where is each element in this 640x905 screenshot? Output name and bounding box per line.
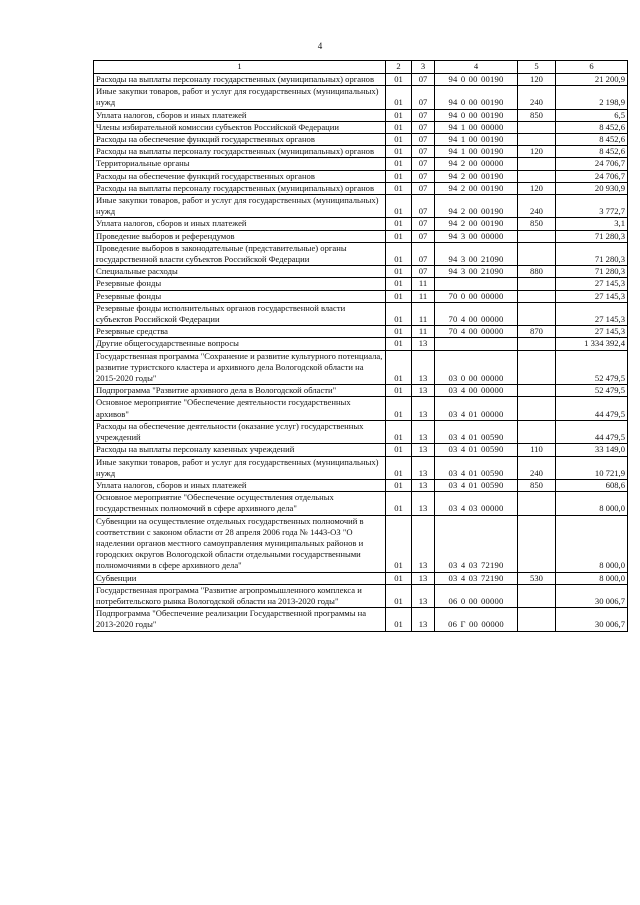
row-name-cell: Государственная программа "Развитие агропромышленного комплекса и потребительского рынка Вологодской области на 2013-2020 годы" — [94, 584, 386, 607]
row-expense-type-cell: 530 — [518, 572, 556, 584]
row-section-cell: 01 — [386, 146, 412, 158]
row-amount-cell: 27 145,3 — [556, 290, 628, 302]
row-subsection-cell: 07 — [412, 86, 435, 109]
table-row — [94, 230, 628, 242]
row-amount-cell: 33 149,0 — [556, 444, 628, 456]
row-subsection-cell: 07 — [412, 109, 435, 121]
row-name-cell: Проведение выборов в законодательные (представительные) органы государственной власти субъектов Российской Федерации — [94, 242, 386, 265]
row-subsection-cell: 13 — [412, 572, 435, 584]
table-row — [94, 74, 628, 86]
row-amount-cell: 30 006,7 — [556, 584, 628, 607]
row-expense-type-cell — [518, 121, 556, 133]
table-row — [94, 158, 628, 170]
table-row — [94, 444, 628, 456]
row-expense-type-cell: 240 — [518, 456, 556, 479]
row-expense-type-cell: 850 — [518, 109, 556, 121]
row-subsection-cell: 07 — [412, 170, 435, 182]
row-section-cell: 01 — [386, 278, 412, 290]
row-target-article-cell: 94 2 00 00190 — [435, 182, 518, 194]
row-name-cell: Расходы на выплаты персоналу казенных учреждений — [94, 444, 386, 456]
table-row — [94, 456, 628, 479]
row-amount-cell: 27 145,3 — [556, 302, 628, 325]
table-row — [94, 290, 628, 302]
row-target-article-cell: 94 3 00 00000 — [435, 230, 518, 242]
row-name-cell: Расходы на обеспечение функций государственных органов — [94, 170, 386, 182]
row-expense-type-cell — [518, 515, 556, 572]
row-name-cell: Уплата налогов, сборов и иных платежей — [94, 218, 386, 230]
row-amount-cell: 30 006,7 — [556, 608, 628, 631]
row-name-cell: Резервные фонды исполнительных органов государственной власти субъектов Российской Федерации — [94, 302, 386, 325]
table-row — [94, 479, 628, 491]
row-name-cell: Расходы на выплаты персоналу государственных (муниципальных) органов — [94, 146, 386, 158]
row-subsection-cell: 11 — [412, 326, 435, 338]
row-name-cell: Иные закупки товаров, работ и услуг для государственных (муниципальных) нужд — [94, 86, 386, 109]
row-expense-type-cell: 880 — [518, 266, 556, 278]
budget-table — [93, 60, 628, 632]
table-row — [94, 572, 628, 584]
row-expense-type-cell — [518, 170, 556, 182]
row-target-article-cell: 94 2 00 00190 — [435, 195, 518, 218]
row-expense-type-cell: 850 — [518, 479, 556, 491]
row-name-cell: Субвенции — [94, 572, 386, 584]
row-section-cell: 01 — [386, 326, 412, 338]
row-name-cell: Субвенции на осуществление отдельных государственных полномочий в соответствии с законом области от 28 апреля 2006 года № 1443-ОЗ "О наделении органов местного самоуправления муниципальных районов и городских округов Вологодской области отдельными государственными полномочиями в сфере архивного дела" — [94, 515, 386, 572]
row-amount-cell: 8 000,0 — [556, 492, 628, 515]
row-name-cell: Проведение выборов и референдумов — [94, 230, 386, 242]
row-section-cell: 01 — [386, 74, 412, 86]
row-section-cell: 01 — [386, 350, 412, 385]
row-subsection-cell: 13 — [412, 397, 435, 420]
table-row — [94, 86, 628, 109]
row-section-cell: 01 — [386, 420, 412, 443]
table-row — [94, 326, 628, 338]
row-expense-type-cell — [518, 338, 556, 350]
row-section-cell: 01 — [386, 302, 412, 325]
row-amount-cell: 71 280,3 — [556, 266, 628, 278]
row-amount-cell: 21 200,9 — [556, 74, 628, 86]
row-expense-type-cell: 120 — [518, 74, 556, 86]
row-subsection-cell: 13 — [412, 479, 435, 491]
row-amount-cell: 8 452,6 — [556, 134, 628, 146]
row-name-cell: Уплата налогов, сборов и иных платежей — [94, 109, 386, 121]
row-expense-type-cell: 240 — [518, 86, 556, 109]
row-target-article-cell: 94 3 00 21090 — [435, 266, 518, 278]
row-amount-cell: 1 334 392,4 — [556, 338, 628, 350]
row-name-cell: Основное мероприятие "Обеспечение деятельности государственных архивов" — [94, 397, 386, 420]
table-row — [94, 146, 628, 158]
table-row — [94, 266, 628, 278]
row-name-cell: Члены избирательной комиссии субъектов Российской Федерации — [94, 121, 386, 133]
row-target-article-cell: 94 0 00 00190 — [435, 109, 518, 121]
row-expense-type-cell: 240 — [518, 195, 556, 218]
row-section-cell: 01 — [386, 492, 412, 515]
row-subsection-cell: 11 — [412, 278, 435, 290]
row-target-article-cell: 03 4 01 00590 — [435, 456, 518, 479]
row-target-article-cell: 70 4 00 00000 — [435, 302, 518, 325]
row-section-cell: 01 — [386, 195, 412, 218]
table-row — [94, 584, 628, 607]
header-row — [94, 61, 628, 74]
row-section-cell: 01 — [386, 230, 412, 242]
row-amount-cell: 52 479,5 — [556, 385, 628, 397]
row-target-article-cell: 94 3 00 21090 — [435, 242, 518, 265]
row-target-article-cell: 94 1 00 00190 — [435, 134, 518, 146]
row-expense-type-cell — [518, 584, 556, 607]
row-subsection-cell: 13 — [412, 338, 435, 350]
row-expense-type-cell — [518, 230, 556, 242]
row-subsection-cell: 07 — [412, 242, 435, 265]
row-amount-cell: 3,1 — [556, 218, 628, 230]
row-name-cell: Резервные средства — [94, 326, 386, 338]
row-subsection-cell: 13 — [412, 456, 435, 479]
row-amount-cell: 27 145,3 — [556, 326, 628, 338]
row-target-article-cell: 94 0 00 00190 — [435, 74, 518, 86]
row-amount-cell: 608,6 — [556, 479, 628, 491]
row-amount-cell: 52 479,5 — [556, 350, 628, 385]
row-subsection-cell: 07 — [412, 182, 435, 194]
table-row — [94, 182, 628, 194]
row-name-cell: Территориальные органы — [94, 158, 386, 170]
header-cell: 1 — [94, 61, 386, 74]
row-name-cell: Подпрограмма "Развитие архивного дела в Вологодской области" — [94, 385, 386, 397]
row-amount-cell: 10 721,9 — [556, 456, 628, 479]
row-expense-type-cell — [518, 242, 556, 265]
row-section-cell: 01 — [386, 121, 412, 133]
table-row — [94, 420, 628, 443]
row-amount-cell: 44 479,5 — [556, 397, 628, 420]
row-subsection-cell: 07 — [412, 121, 435, 133]
row-expense-type-cell — [518, 290, 556, 302]
row-target-article-cell: 03 4 01 00590 — [435, 479, 518, 491]
row-subsection-cell: 07 — [412, 146, 435, 158]
row-subsection-cell: 13 — [412, 385, 435, 397]
row-target-article-cell: 06 Г 00 00000 — [435, 608, 518, 631]
row-section-cell: 01 — [386, 218, 412, 230]
row-amount-cell: 8 000,0 — [556, 515, 628, 572]
row-name-cell: Основное мероприятие "Обеспечение осуществления отдельных государственных полномочий в сфере архивного дела" — [94, 492, 386, 515]
row-target-article-cell: 03 4 01 00000 — [435, 397, 518, 420]
table-row — [94, 515, 628, 572]
row-name-cell: Расходы на выплаты персоналу государственных (муниципальных) органов — [94, 182, 386, 194]
row-name-cell: Резервные фонды — [94, 290, 386, 302]
row-expense-type-cell: 120 — [518, 146, 556, 158]
row-amount-cell: 8 000,0 — [556, 572, 628, 584]
row-name-cell: Резервные фонды — [94, 278, 386, 290]
row-section-cell: 01 — [386, 182, 412, 194]
row-amount-cell: 27 145,3 — [556, 278, 628, 290]
row-name-cell: Расходы на обеспечение деятельности (оказание услуг) государственных учреждений — [94, 420, 386, 443]
table-row — [94, 385, 628, 397]
row-amount-cell: 6,5 — [556, 109, 628, 121]
row-section-cell: 01 — [386, 338, 412, 350]
row-subsection-cell: 11 — [412, 302, 435, 325]
row-name-cell: Иные закупки товаров, работ и услуг для государственных (муниципальных) нужд — [94, 195, 386, 218]
table-row — [94, 134, 628, 146]
row-section-cell: 01 — [386, 158, 412, 170]
row-amount-cell: 24 706,7 — [556, 170, 628, 182]
row-section-cell: 01 — [386, 242, 412, 265]
table-row — [94, 608, 628, 631]
row-subsection-cell: 13 — [412, 420, 435, 443]
table-row — [94, 397, 628, 420]
table-row — [94, 121, 628, 133]
row-section-cell: 01 — [386, 444, 412, 456]
row-target-article-cell: 94 1 00 00190 — [435, 146, 518, 158]
row-expense-type-cell: 850 — [518, 218, 556, 230]
row-name-cell: Расходы на выплаты персоналу государственных (муниципальных) органов — [94, 74, 386, 86]
table-row — [94, 278, 628, 290]
row-target-article-cell: 06 0 00 00000 — [435, 584, 518, 607]
row-target-article-cell: 94 1 00 00000 — [435, 121, 518, 133]
row-subsection-cell: 13 — [412, 444, 435, 456]
row-section-cell: 01 — [386, 479, 412, 491]
table-row — [94, 242, 628, 265]
row-section-cell: 01 — [386, 290, 412, 302]
row-expense-type-cell — [518, 278, 556, 290]
row-section-cell: 01 — [386, 266, 412, 278]
row-section-cell: 01 — [386, 109, 412, 121]
row-name-cell: Специальные расходы — [94, 266, 386, 278]
row-target-article-cell — [435, 338, 518, 350]
row-subsection-cell: 07 — [412, 158, 435, 170]
row-expense-type-cell — [518, 608, 556, 631]
table-row — [94, 170, 628, 182]
row-section-cell: 01 — [386, 86, 412, 109]
row-section-cell: 01 — [386, 170, 412, 182]
header-cell: 2 — [386, 61, 412, 74]
row-name-cell: Иные закупки товаров, работ и услуг для государственных (муниципальных) нужд — [94, 456, 386, 479]
row-target-article-cell: 94 0 00 00190 — [435, 86, 518, 109]
row-amount-cell: 71 280,3 — [556, 242, 628, 265]
table-row — [94, 338, 628, 350]
row-subsection-cell: 07 — [412, 74, 435, 86]
row-amount-cell: 71 280,3 — [556, 230, 628, 242]
row-amount-cell: 44 479,5 — [556, 420, 628, 443]
row-name-cell: Уплата налогов, сборов и иных платежей — [94, 479, 386, 491]
row-name-cell: Другие общегосударственные вопросы — [94, 338, 386, 350]
row-amount-cell: 2 198,9 — [556, 86, 628, 109]
row-expense-type-cell — [518, 350, 556, 385]
row-target-article-cell — [435, 278, 518, 290]
row-section-cell: 01 — [386, 385, 412, 397]
row-target-article-cell: 03 4 03 72190 — [435, 572, 518, 584]
row-target-article-cell: 03 4 03 72190 — [435, 515, 518, 572]
header-cell: 4 — [435, 61, 518, 74]
row-expense-type-cell: 870 — [518, 326, 556, 338]
page-number: 4 — [317, 41, 323, 51]
row-target-article-cell: 94 2 00 00190 — [435, 170, 518, 182]
row-subsection-cell: 11 — [412, 290, 435, 302]
table-row — [94, 302, 628, 325]
header-cell: 5 — [518, 61, 556, 74]
row-target-article-cell: 03 4 01 00590 — [435, 420, 518, 443]
row-expense-type-cell: 110 — [518, 444, 556, 456]
row-expense-type-cell — [518, 420, 556, 443]
row-name-cell: Подпрограмма "Обеспечение реализации Государственной программы на 2013-2020 годы" — [94, 608, 386, 631]
row-amount-cell: 3 772,7 — [556, 195, 628, 218]
row-section-cell: 01 — [386, 397, 412, 420]
row-expense-type-cell — [518, 134, 556, 146]
row-subsection-cell: 07 — [412, 266, 435, 278]
row-section-cell: 01 — [386, 134, 412, 146]
row-section-cell: 01 — [386, 608, 412, 631]
header-cell: 6 — [556, 61, 628, 74]
row-subsection-cell: 07 — [412, 218, 435, 230]
row-target-article-cell: 70 0 00 00000 — [435, 290, 518, 302]
row-subsection-cell: 07 — [412, 195, 435, 218]
row-section-cell: 01 — [386, 584, 412, 607]
row-target-article-cell: 94 2 00 00000 — [435, 158, 518, 170]
row-target-article-cell: 03 0 00 00000 — [435, 350, 518, 385]
row-subsection-cell: 13 — [412, 350, 435, 385]
table-row — [94, 350, 628, 385]
row-expense-type-cell: 120 — [518, 182, 556, 194]
row-name-cell: Расходы на обеспечение функций государственных органов — [94, 134, 386, 146]
row-amount-cell: 8 452,6 — [556, 121, 628, 133]
row-section-cell: 01 — [386, 515, 412, 572]
table-row — [94, 218, 628, 230]
row-expense-type-cell — [518, 492, 556, 515]
row-amount-cell: 24 706,7 — [556, 158, 628, 170]
row-amount-cell: 20 930,9 — [556, 182, 628, 194]
row-subsection-cell: 13 — [412, 492, 435, 515]
row-target-article-cell: 70 4 00 00000 — [435, 326, 518, 338]
row-name-cell: Государственная программа "Сохранение и развитие культурного потенциала, развитие туристского кластера и архивного дела Вологодской области на 2015-2020 годы" — [94, 350, 386, 385]
row-subsection-cell: 07 — [412, 230, 435, 242]
row-target-article-cell: 03 4 01 00590 — [435, 444, 518, 456]
table-row — [94, 492, 628, 515]
row-section-cell: 01 — [386, 456, 412, 479]
row-expense-type-cell — [518, 385, 556, 397]
row-expense-type-cell — [518, 302, 556, 325]
row-section-cell: 01 — [386, 572, 412, 584]
row-expense-type-cell — [518, 158, 556, 170]
table-row — [94, 195, 628, 218]
row-subsection-cell: 13 — [412, 608, 435, 631]
row-target-article-cell: 03 4 00 00000 — [435, 385, 518, 397]
row-subsection-cell: 13 — [412, 515, 435, 572]
header-cell: 3 — [412, 61, 435, 74]
row-subsection-cell: 13 — [412, 584, 435, 607]
row-target-article-cell: 03 4 03 00000 — [435, 492, 518, 515]
table-row — [94, 109, 628, 121]
row-amount-cell: 8 452,6 — [556, 146, 628, 158]
row-subsection-cell: 07 — [412, 134, 435, 146]
row-target-article-cell: 94 2 00 00190 — [435, 218, 518, 230]
row-expense-type-cell — [518, 397, 556, 420]
